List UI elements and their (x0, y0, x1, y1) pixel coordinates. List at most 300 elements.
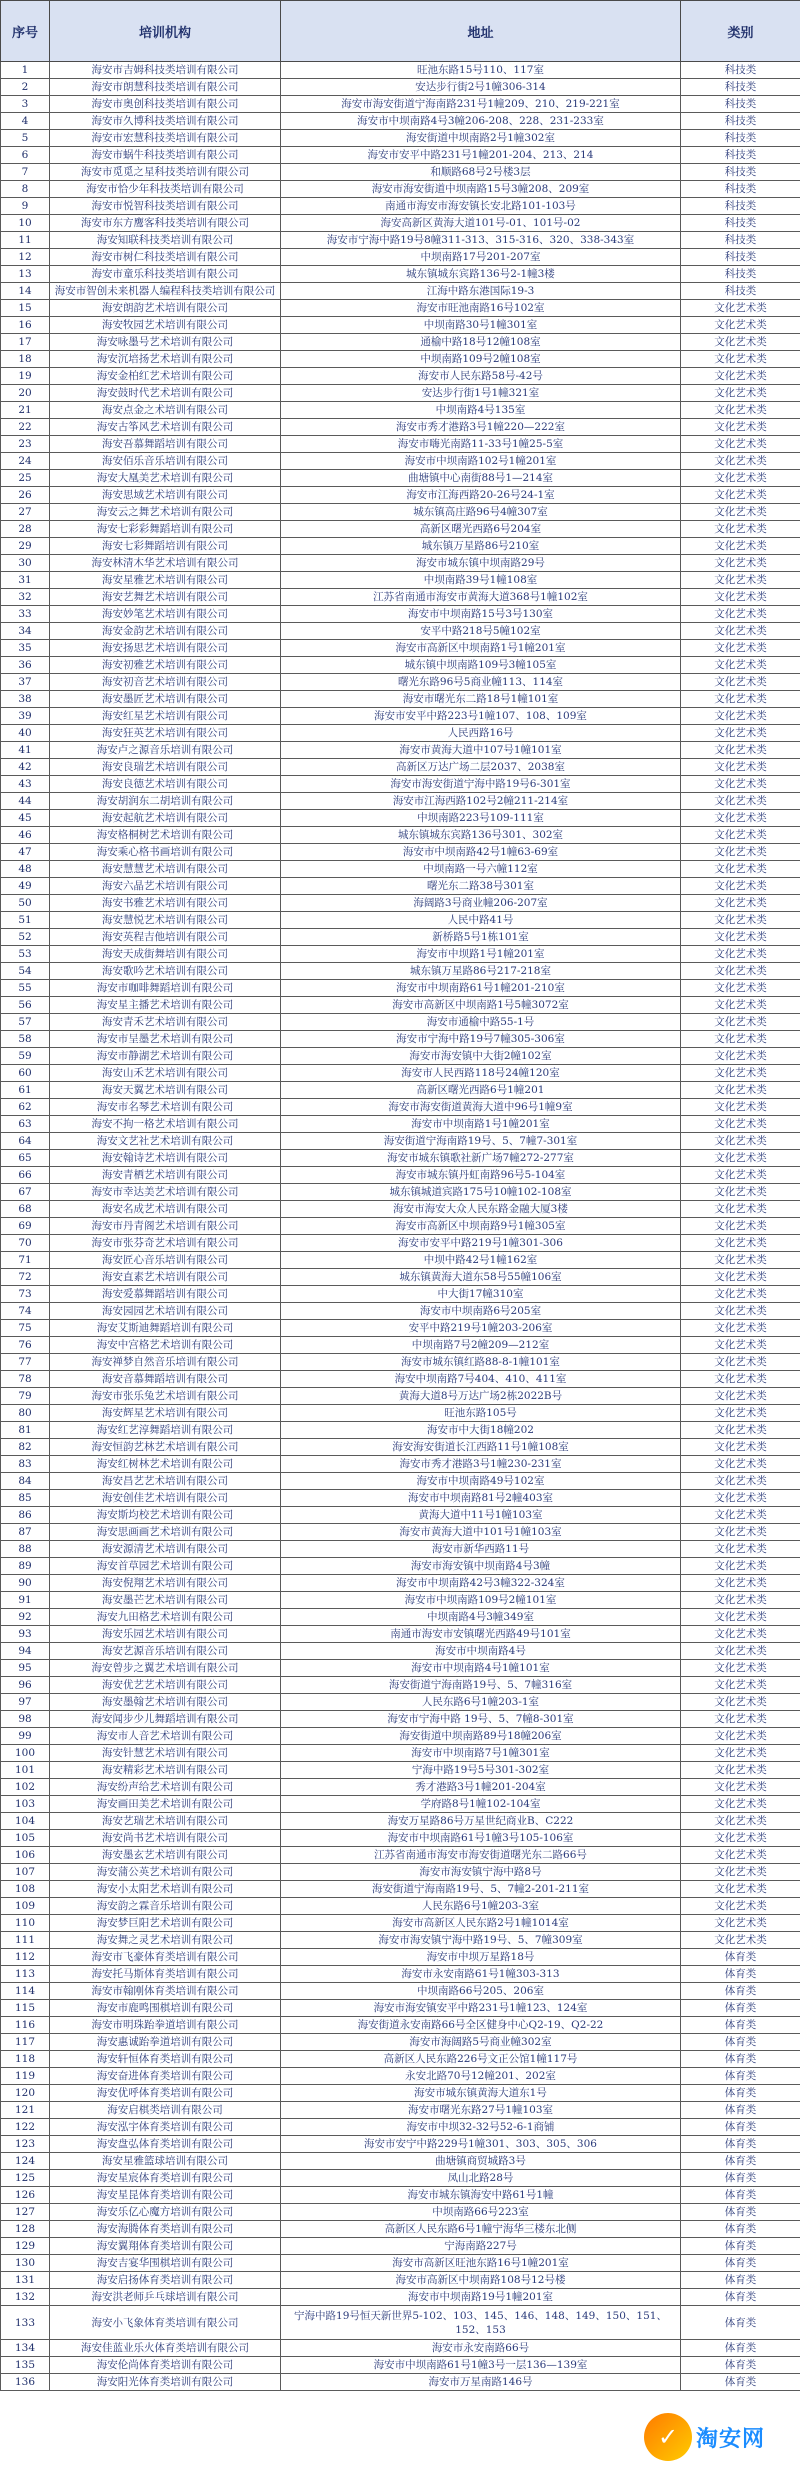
cell-seq: 135 (1, 2357, 50, 2374)
cell-seq: 82 (1, 1439, 50, 1456)
cell-type: 文化艺术类 (681, 1592, 800, 1609)
cell-addr: 海安市黄海大道中101号1幢103室 (281, 1524, 681, 1541)
cell-org: 海安针慧艺术培训有限公司 (50, 1745, 281, 1762)
cell-addr: 海安市城东镇黄海大道东1号 (281, 2085, 681, 2102)
cell-seq: 86 (1, 1507, 50, 1524)
cell-type: 文化艺术类 (681, 1932, 800, 1949)
cell-addr: 海阔路3号商业幢206-207室 (281, 895, 681, 912)
table-row (1, 232, 800, 249)
cell-seq: 34 (1, 623, 50, 640)
table-row (1, 164, 800, 181)
table-row (1, 1728, 800, 1745)
table-row (1, 1575, 800, 1592)
cell-seq: 94 (1, 1643, 50, 1660)
cell-seq: 59 (1, 1048, 50, 1065)
cell-org: 海安山禾艺术培训有限公司 (50, 1065, 281, 1082)
cell-addr: 中坝南路223号109-111室 (281, 810, 681, 827)
table-row (1, 1932, 800, 1949)
cell-org: 海安大凰美艺术培训有限公司 (50, 470, 281, 487)
cell-type: 体育类 (681, 2340, 800, 2357)
cell-addr: 南通市海安市海安镇长安北路101-103号 (281, 198, 681, 215)
table-row (1, 436, 800, 453)
cell-type: 文化艺术类 (681, 810, 800, 827)
table-row (1, 1218, 800, 1235)
cell-seq: 54 (1, 963, 50, 980)
cell-seq: 123 (1, 2136, 50, 2153)
cell-addr: 高新区人民东路226号文正公馆1幢117号 (281, 2051, 681, 2068)
cell-addr: 海安市江海西路20-26号24-1室 (281, 487, 681, 504)
cell-seq: 21 (1, 402, 50, 419)
cell-seq: 56 (1, 997, 50, 1014)
cell-type: 文化艺术类 (681, 1694, 800, 1711)
cell-type: 文化艺术类 (681, 1303, 800, 1320)
cell-addr: 宁海中路19号5号301-302室 (281, 1762, 681, 1779)
cell-addr: 海安街道宁海南路19号、5、7幢316室 (281, 1677, 681, 1694)
table-row (1, 1677, 800, 1694)
cell-seq: 73 (1, 1286, 50, 1303)
cell-addr: 海安市中坝南路4号3幢206-208、228、231-233室 (281, 113, 681, 130)
cell-org: 海安市人音艺术培训有限公司 (50, 1728, 281, 1745)
cell-type: 文化艺术类 (681, 895, 800, 912)
cell-seq: 87 (1, 1524, 50, 1541)
cell-org: 海安六晶艺术培训有限公司 (50, 878, 281, 895)
cell-type: 文化艺术类 (681, 1337, 800, 1354)
table-row (1, 827, 800, 844)
cell-org: 海安慧悦艺术培训有限公司 (50, 912, 281, 929)
table-row (1, 1796, 800, 1813)
cell-type: 体育类 (681, 2272, 800, 2289)
cell-seq: 49 (1, 878, 50, 895)
cell-addr: 安达步行街1号1幢321室 (281, 385, 681, 402)
cell-addr: 宁海中路19号恒天新世界5-102、103、145、146、148、149、150、151、152、153 (281, 2306, 681, 2340)
cell-org: 海安起航艺术培训有限公司 (50, 810, 281, 827)
cell-type: 文化艺术类 (681, 1473, 800, 1490)
cell-addr: 海安市海安街道宁海南路231号1幢209、210、219-221室 (281, 96, 681, 113)
cell-seq: 46 (1, 827, 50, 844)
cell-addr: 江苏省南通市海安市黄海大道368号1幢102室 (281, 589, 681, 606)
cell-org: 海安佰乐音乐培训有限公司 (50, 453, 281, 470)
cell-type: 科技类 (681, 232, 800, 249)
cell-type: 科技类 (681, 164, 800, 181)
cell-seq: 98 (1, 1711, 50, 1728)
table-row (1, 2085, 800, 2102)
cell-type: 文化艺术类 (681, 759, 800, 776)
cell-addr: 海安市海安大众人民东路金融大厦3楼 (281, 1201, 681, 1218)
cell-type: 体育类 (681, 2085, 800, 2102)
table-row (1, 504, 800, 521)
cell-org: 海安林清木华艺术培训有限公司 (50, 555, 281, 572)
cell-seq: 97 (1, 1694, 50, 1711)
cell-addr: 海安市永安南路61号1幢303-313 (281, 1966, 681, 1983)
cell-type: 文化艺术类 (681, 1150, 800, 1167)
cell-type: 体育类 (681, 1949, 800, 1966)
table-row (1, 487, 800, 504)
cell-type: 文化艺术类 (681, 1558, 800, 1575)
cell-addr: 宁海南路227号 (281, 2238, 681, 2255)
table-row (1, 2187, 800, 2204)
cell-addr: 海安市海安镇宁海中路8号 (281, 1864, 681, 1881)
cell-addr: 中坝南路17号201-207室 (281, 249, 681, 266)
cell-seq: 67 (1, 1184, 50, 1201)
cell-addr: 旺池东路15号110、117室 (281, 62, 681, 79)
table-row (1, 555, 800, 572)
cell-seq: 117 (1, 2034, 50, 2051)
cell-org: 海安书雅艺术培训有限公司 (50, 895, 281, 912)
cell-org: 海安格桐树艺术培训有限公司 (50, 827, 281, 844)
cell-org: 海安闻步少儿舞蹈培训有限公司 (50, 1711, 281, 1728)
cell-type: 文化艺术类 (681, 487, 800, 504)
cell-seq: 12 (1, 249, 50, 266)
cell-org: 海安精彩艺术培训有限公司 (50, 1762, 281, 1779)
cell-org: 海安市树仁科技类培训有限公司 (50, 249, 281, 266)
cell-type: 体育类 (681, 2017, 800, 2034)
cell-type: 文化艺术类 (681, 1388, 800, 1405)
cell-seq: 90 (1, 1575, 50, 1592)
cell-org: 海安艺源音乐培训有限公司 (50, 1643, 281, 1660)
cell-seq: 130 (1, 2255, 50, 2272)
cell-type: 文化艺术类 (681, 1507, 800, 1524)
brand-text: 淘安网 (696, 2426, 766, 2452)
cell-org: 海安金韵艺术培训有限公司 (50, 623, 281, 640)
cell-seq: 119 (1, 2068, 50, 2085)
cell-addr: 海安市黄海大道中107号1幢101室 (281, 742, 681, 759)
table-row (1, 1184, 800, 1201)
table-row (1, 351, 800, 368)
cell-seq: 106 (1, 1847, 50, 1864)
cell-seq: 81 (1, 1422, 50, 1439)
cell-org: 海安良瑞艺术培训有限公司 (50, 759, 281, 776)
cell-type: 文化艺术类 (681, 1405, 800, 1422)
table-row (1, 130, 800, 147)
cell-type: 文化艺术类 (681, 1524, 800, 1541)
table-row (1, 844, 800, 861)
table-row (1, 1235, 800, 1252)
cell-type: 体育类 (681, 2136, 800, 2153)
cell-org: 海安红树林艺术培训有限公司 (50, 1456, 281, 1473)
cell-type: 文化艺术类 (681, 1320, 800, 1337)
table-row (1, 1490, 800, 1507)
table-row (1, 181, 800, 198)
cell-org: 海安星主播艺术培训有限公司 (50, 997, 281, 1014)
cell-type: 文化艺术类 (681, 1745, 800, 1762)
table-row (1, 1286, 800, 1303)
table-row (1, 776, 800, 793)
cell-addr: 城东镇黄海大道东58号55幢106室 (281, 1269, 681, 1286)
table-row (1, 1405, 800, 1422)
cell-org: 海安文艺社艺术培训有限公司 (50, 1133, 281, 1150)
cell-seq: 116 (1, 2017, 50, 2034)
cell-type: 文化艺术类 (681, 1099, 800, 1116)
cell-seq: 41 (1, 742, 50, 759)
cell-type: 文化艺术类 (681, 1422, 800, 1439)
cell-type: 体育类 (681, 2051, 800, 2068)
table-row (1, 1439, 800, 1456)
cell-addr: 海安市江海西路102号2幢211-214室 (281, 793, 681, 810)
cell-addr: 通榆中路18号12幢108室 (281, 334, 681, 351)
cell-type: 文化艺术类 (681, 1116, 800, 1133)
cell-addr: 学府路8号1幢102-104室 (281, 1796, 681, 1813)
cell-addr: 高新区人民东路6号1幢宁海华三楼东北侧 (281, 2221, 681, 2238)
table-row (1, 300, 800, 317)
cell-seq: 45 (1, 810, 50, 827)
cell-type: 文化艺术类 (681, 963, 800, 980)
cell-seq: 66 (1, 1167, 50, 1184)
table-row (1, 1473, 800, 1490)
cell-addr: 海安市中坝南路81号2幢403室 (281, 1490, 681, 1507)
cell-addr: 安平中路218号5幢102室 (281, 623, 681, 640)
cell-org: 海安源清艺术培训有限公司 (50, 1541, 281, 1558)
cell-org: 海安慧慧艺术培训有限公司 (50, 861, 281, 878)
cell-type: 体育类 (681, 2102, 800, 2119)
cell-type: 文化艺术类 (681, 538, 800, 555)
cell-org: 海安乘心格书画培训有限公司 (50, 844, 281, 861)
table-row (1, 2102, 800, 2119)
cell-type: 文化艺术类 (681, 589, 800, 606)
cell-seq: 33 (1, 606, 50, 623)
cell-type: 科技类 (681, 79, 800, 96)
cell-addr: 旺池东路105号 (281, 1405, 681, 1422)
cell-addr: 海安市中坝南路61号1幢3号一层136—139室 (281, 2357, 681, 2374)
cell-org: 海安市恰少年科技类培训有限公司 (50, 181, 281, 198)
cell-addr: 海安市海安街道宁海中路19号6-301室 (281, 776, 681, 793)
cell-addr: 城东镇中坝南路109号3幢105室 (281, 657, 681, 674)
cell-org: 海安市丹青阁艺术培训有限公司 (50, 1218, 281, 1235)
cell-type: 文化艺术类 (681, 708, 800, 725)
table-row (1, 1252, 800, 1269)
cell-seq: 103 (1, 1796, 50, 1813)
table-row (1, 2119, 800, 2136)
table-row (1, 1694, 800, 1711)
cell-org: 海安思画画艺术培训有限公司 (50, 1524, 281, 1541)
cell-addr: 人民中路41号 (281, 912, 681, 929)
table-row (1, 1031, 800, 1048)
table-row (1, 1915, 800, 1932)
cell-addr: 海安市中坝南路15号3号130室 (281, 606, 681, 623)
table-row (1, 997, 800, 1014)
cell-addr: 海安市曙光东二路18号1幢101室 (281, 691, 681, 708)
cell-type: 文化艺术类 (681, 572, 800, 589)
cell-org: 海安园园艺术培训有限公司 (50, 1303, 281, 1320)
table-row (1, 1864, 800, 1881)
cell-seq: 133 (1, 2306, 50, 2340)
cell-seq: 72 (1, 1269, 50, 1286)
cell-addr: 海安街道中坝南路89号18幢206室 (281, 1728, 681, 1745)
cell-addr: 安平中路219号1幢203-206室 (281, 1320, 681, 1337)
table-row (1, 623, 800, 640)
header-type: 类别 (681, 1, 800, 62)
cell-org: 海安英程吉他培训有限公司 (50, 929, 281, 946)
cell-org: 海安市幸达美艺术培训有限公司 (50, 1184, 281, 1201)
cell-org: 海安市奥创科技类培训有限公司 (50, 96, 281, 113)
table-row (1, 1269, 800, 1286)
cell-type: 科技类 (681, 215, 800, 232)
cell-seq: 120 (1, 2085, 50, 2102)
cell-seq: 32 (1, 589, 50, 606)
table-row (1, 2374, 800, 2391)
table-row (1, 2153, 800, 2170)
cell-addr: 海安市通榆中路55-1号 (281, 1014, 681, 1031)
cell-type: 文化艺术类 (681, 725, 800, 742)
cell-seq: 48 (1, 861, 50, 878)
header-org: 培训机构 (50, 1, 281, 62)
cell-type: 体育类 (681, 2289, 800, 2306)
cell-org: 海安启扬体育类培训有限公司 (50, 2272, 281, 2289)
table-row (1, 1949, 800, 1966)
table-row (1, 861, 800, 878)
cell-org: 海安古筝风艺术培训有限公司 (50, 419, 281, 436)
table-row (1, 2238, 800, 2255)
table-row (1, 147, 800, 164)
cell-org: 海安市飞豪体育类培训有限公司 (50, 1949, 281, 1966)
cell-addr: 城东镇万星路86号217-218室 (281, 963, 681, 980)
cell-org: 海安艾斯迪舞蹈培训有限公司 (50, 1320, 281, 1337)
cell-org: 海安辉星艺术培训有限公司 (50, 1405, 281, 1422)
cell-org: 海安曾步之翼艺术培训有限公司 (50, 1660, 281, 1677)
cell-org: 海安轩恒体育类培训有限公司 (50, 2051, 281, 2068)
cell-seq: 111 (1, 1932, 50, 1949)
table-row (1, 759, 800, 776)
header-seq: 序号 (1, 1, 50, 62)
cell-org: 海安咏墨号艺术培训有限公司 (50, 334, 281, 351)
cell-type: 文化艺术类 (681, 1796, 800, 1813)
cell-addr: 中坝南路4号135室 (281, 402, 681, 419)
cell-seq: 30 (1, 555, 50, 572)
cell-org: 海安小飞象体育类培训有限公司 (50, 2306, 281, 2340)
cell-type: 科技类 (681, 62, 800, 79)
cell-seq: 20 (1, 385, 50, 402)
cell-seq: 62 (1, 1099, 50, 1116)
table-row (1, 1541, 800, 1558)
cell-seq: 113 (1, 1966, 50, 1983)
cell-addr: 中坝南路66号223室 (281, 2204, 681, 2221)
cell-org: 海安市翰刚体育类培训有限公司 (50, 1983, 281, 2000)
table-row (1, 1014, 800, 1031)
cell-type: 科技类 (681, 130, 800, 147)
cell-addr: 曲塘镇中心南街88号1—214室 (281, 470, 681, 487)
cell-addr: 海安街道宁海南路19号、5、7幢2-201-211室 (281, 1881, 681, 1898)
cell-addr: 高新区曙光西路6号1幢201 (281, 1082, 681, 1099)
table-row (1, 1609, 800, 1626)
table-row (1, 1082, 800, 1099)
cell-type: 文化艺术类 (681, 1133, 800, 1150)
site-watermark (644, 2409, 794, 2465)
cell-addr: 和顺路68号2号楼3层 (281, 164, 681, 181)
cell-type: 文化艺术类 (681, 844, 800, 861)
cell-seq: 79 (1, 1388, 50, 1405)
cell-seq: 75 (1, 1320, 50, 1337)
table-row (1, 572, 800, 589)
table-row (1, 1507, 800, 1524)
cell-org: 海安倪翔艺术培训有限公司 (50, 1575, 281, 1592)
cell-seq: 5 (1, 130, 50, 147)
table-row (1, 691, 800, 708)
cell-type: 科技类 (681, 181, 800, 198)
cell-org: 海安音慕舞蹈培训有限公司 (50, 1371, 281, 1388)
cell-seq: 57 (1, 1014, 50, 1031)
cell-addr: 中坝中路42号1幢162室 (281, 1252, 681, 1269)
cell-org: 海安艺瑞艺术培训有限公司 (50, 1813, 281, 1830)
cell-addr: 海安市海安街道黄海大道中96号1幢9室 (281, 1099, 681, 1116)
cell-seq: 53 (1, 946, 50, 963)
table-row (1, 1762, 800, 1779)
cell-seq: 23 (1, 436, 50, 453)
cell-addr: 江海中路东港国际19-3 (281, 283, 681, 300)
cell-type: 文化艺术类 (681, 691, 800, 708)
cell-org: 海安市明珠跆拳道培训有限公司 (50, 2017, 281, 2034)
table-row (1, 810, 800, 827)
cell-type: 文化艺术类 (681, 878, 800, 895)
table-row (1, 1881, 800, 1898)
cell-seq: 70 (1, 1235, 50, 1252)
cell-org: 海安鼓时代艺术培训有限公司 (50, 385, 281, 402)
cell-seq: 114 (1, 1983, 50, 2000)
cell-type: 文化艺术类 (681, 640, 800, 657)
cell-org: 海安禅梦自然音乐培训有限公司 (50, 1354, 281, 1371)
cell-seq: 16 (1, 317, 50, 334)
cell-seq: 136 (1, 2374, 50, 2391)
cell-org: 海安胡润东二胡培训有限公司 (50, 793, 281, 810)
cell-org: 海安海腾体育类培训有限公司 (50, 2221, 281, 2238)
cell-addr: 海安市城东镇歌社新广场7幢272-277室 (281, 1150, 681, 1167)
cell-org: 海安云之舞艺术培训有限公司 (50, 504, 281, 521)
cell-seq: 80 (1, 1405, 50, 1422)
cell-type: 文化艺术类 (681, 453, 800, 470)
cell-seq: 6 (1, 147, 50, 164)
cell-seq: 26 (1, 487, 50, 504)
table-row (1, 657, 800, 674)
cell-seq: 85 (1, 1490, 50, 1507)
cell-org: 海安妙笔艺术培训有限公司 (50, 606, 281, 623)
table-row (1, 1133, 800, 1150)
cell-addr: 海安市宁海中路 19号、5、7幢8-301室 (281, 1711, 681, 1728)
cell-seq: 122 (1, 2119, 50, 2136)
cell-type: 体育类 (681, 2187, 800, 2204)
cell-addr: 海安市安平中路223号1幢107、108、109室 (281, 708, 681, 725)
cell-seq: 18 (1, 351, 50, 368)
cell-org: 海安九田格艺术培训有限公司 (50, 1609, 281, 1626)
table-row (1, 1558, 800, 1575)
cell-type: 文化艺术类 (681, 1269, 800, 1286)
cell-seq: 105 (1, 1830, 50, 1847)
cell-seq: 58 (1, 1031, 50, 1048)
header-row (1, 1, 800, 62)
table-row (1, 385, 800, 402)
table-row (1, 1456, 800, 1473)
cell-addr: 人民东路6号1幢203-3室 (281, 1898, 681, 1915)
table-row (1, 2017, 800, 2034)
cell-addr: 海安市中坝南路4号1幢101室 (281, 1660, 681, 1677)
cell-org: 海安纷声给艺术培训有限公司 (50, 1779, 281, 1796)
table-row (1, 79, 800, 96)
cell-type: 文化艺术类 (681, 623, 800, 640)
table-row (1, 742, 800, 759)
cell-org: 海安初雅艺术培训有限公司 (50, 657, 281, 674)
cell-addr: 海安街道宁海南路19号、5、7幢7-301室 (281, 1133, 681, 1150)
cell-seq: 118 (1, 2051, 50, 2068)
cell-addr: 海安万星路86号万星世纪商业B、C222 (281, 1813, 681, 1830)
cell-addr: 海安市旺池南路16号102室 (281, 300, 681, 317)
cell-org: 海安墨匠艺术培训有限公司 (50, 691, 281, 708)
cell-addr: 海安市中坝南路7号1幢301室 (281, 1745, 681, 1762)
cell-org: 海安初音艺术培训有限公司 (50, 674, 281, 691)
cell-addr: 海安市中坝南路102号1幢201室 (281, 453, 681, 470)
cell-org: 海安天翼艺术培训有限公司 (50, 1082, 281, 1099)
cell-addr: 海安市城东镇海安中路61号1幢 (281, 2187, 681, 2204)
cell-org: 海安市宏慧科技类培训有限公司 (50, 130, 281, 147)
cell-addr: 中坝南路109号2幢108室 (281, 351, 681, 368)
cell-org: 海安市蜗牛科技类培训有限公司 (50, 147, 281, 164)
cell-org: 海安沉培扬艺术培训有限公司 (50, 351, 281, 368)
